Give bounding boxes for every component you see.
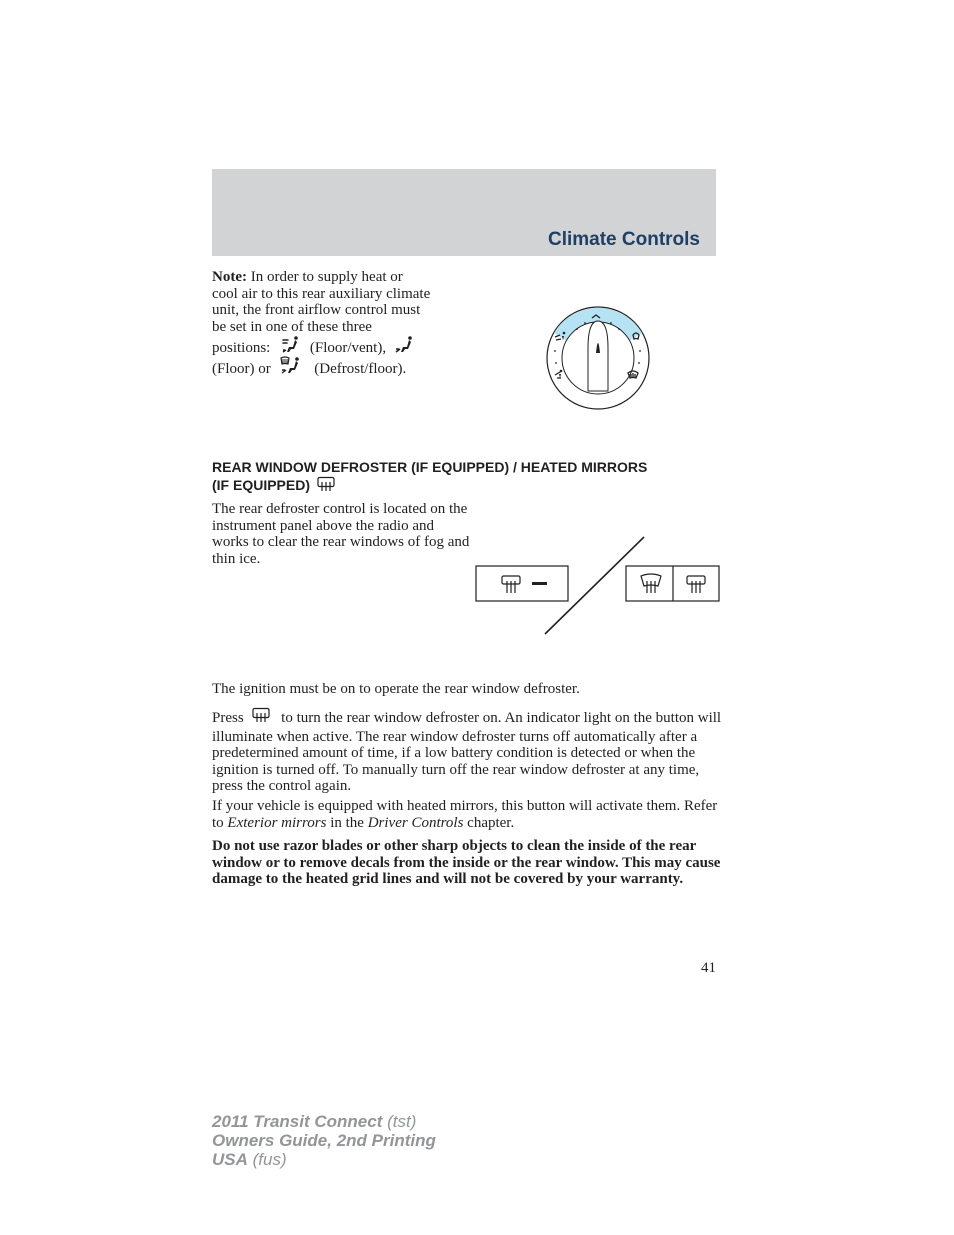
exterior-mirrors-link[interactable]: Exterior mirrors <box>227 814 327 831</box>
header-band <box>212 169 716 256</box>
rear-defroster-heading-line2: (IF EQUIPPED) <box>212 477 311 494</box>
note-text-2: cool air to this rear auxiliary climate <box>212 285 431 302</box>
positions-label: positions: <box>212 339 271 356</box>
footer-market-code: (fus) <box>247 1150 287 1169</box>
driver-controls-link[interactable]: Driver Controls <box>367 814 464 831</box>
mirrors-text-1: If your vehicle is equipped with heated mirrors, this button will activate them. Refer to <box>212 798 718 831</box>
defrost-floor-icon <box>279 356 301 383</box>
defrost-floor-label: (Defrost/floor). <box>314 360 407 377</box>
heated-mirrors-paragraph <box>212 798 722 831</box>
warning-paragraph: Do not use razor blades or other sharp objects to clean the inside of the rear window or to remove decals from the inside or the rear window. This may cause damage to the heated grid lines and will not be covered by your warranty. <box>212 838 721 888</box>
note-paragraph <box>212 269 474 377</box>
press-label: Press <box>212 710 244 726</box>
note-text-4: be set in one of these three <box>212 318 372 335</box>
page-number: 41 <box>701 960 716 976</box>
note-label: Note: <box>212 269 247 285</box>
note-text-3: unit, the front airflow control must <box>212 302 421 318</box>
airflow-control-knob-figure <box>545 303 651 411</box>
rear-defroster-heading-line1: REAR WINDOW DEFROSTER (IF EQUIPPED) / HEATED MIRRORS <box>212 459 648 475</box>
floor-label: (Floor) or <box>212 360 271 377</box>
footer-edition: Owners Guide, 2nd Printing <box>212 1131 436 1150</box>
mirrors-text-2: in the <box>326 814 368 831</box>
footer-model-code: (tst) <box>382 1112 417 1131</box>
rear-defroster-heading <box>212 459 716 497</box>
rear-defrost-button-icon <box>251 707 271 729</box>
rear-defroster-intro: The rear defroster control is located on the instrument panel above the radio and works to clear the rear windows of fog and thin ice. <box>212 501 470 567</box>
footer <box>212 1112 436 1169</box>
footer-market: USA <box>212 1150 248 1169</box>
section-title: Climate Controls <box>547 229 700 250</box>
ignition-paragraph: The ignition must be on to operate the rear window defroster. <box>212 681 580 697</box>
press-paragraph <box>212 707 722 795</box>
mirrors-text-3: chapter. <box>463 814 515 831</box>
note-text-1: In order to supply heat or <box>246 269 403 285</box>
footer-model: 2011 Transit Connect <box>212 1112 383 1131</box>
press-text: to turn the rear window defroster on. An indicator light on the button will illuminate when active. The rear window defroster turns off automatically after a predetermined amount of time, if a low battery condition is detected or when the ignition is turned off. To manually turn off the rear window defroster at any time, press the control again. <box>212 710 722 795</box>
floor-vent-label: (Floor/vent), <box>309 339 387 356</box>
rear-defrost-icon <box>316 476 336 497</box>
defroster-control-panel-figure <box>474 535 724 637</box>
